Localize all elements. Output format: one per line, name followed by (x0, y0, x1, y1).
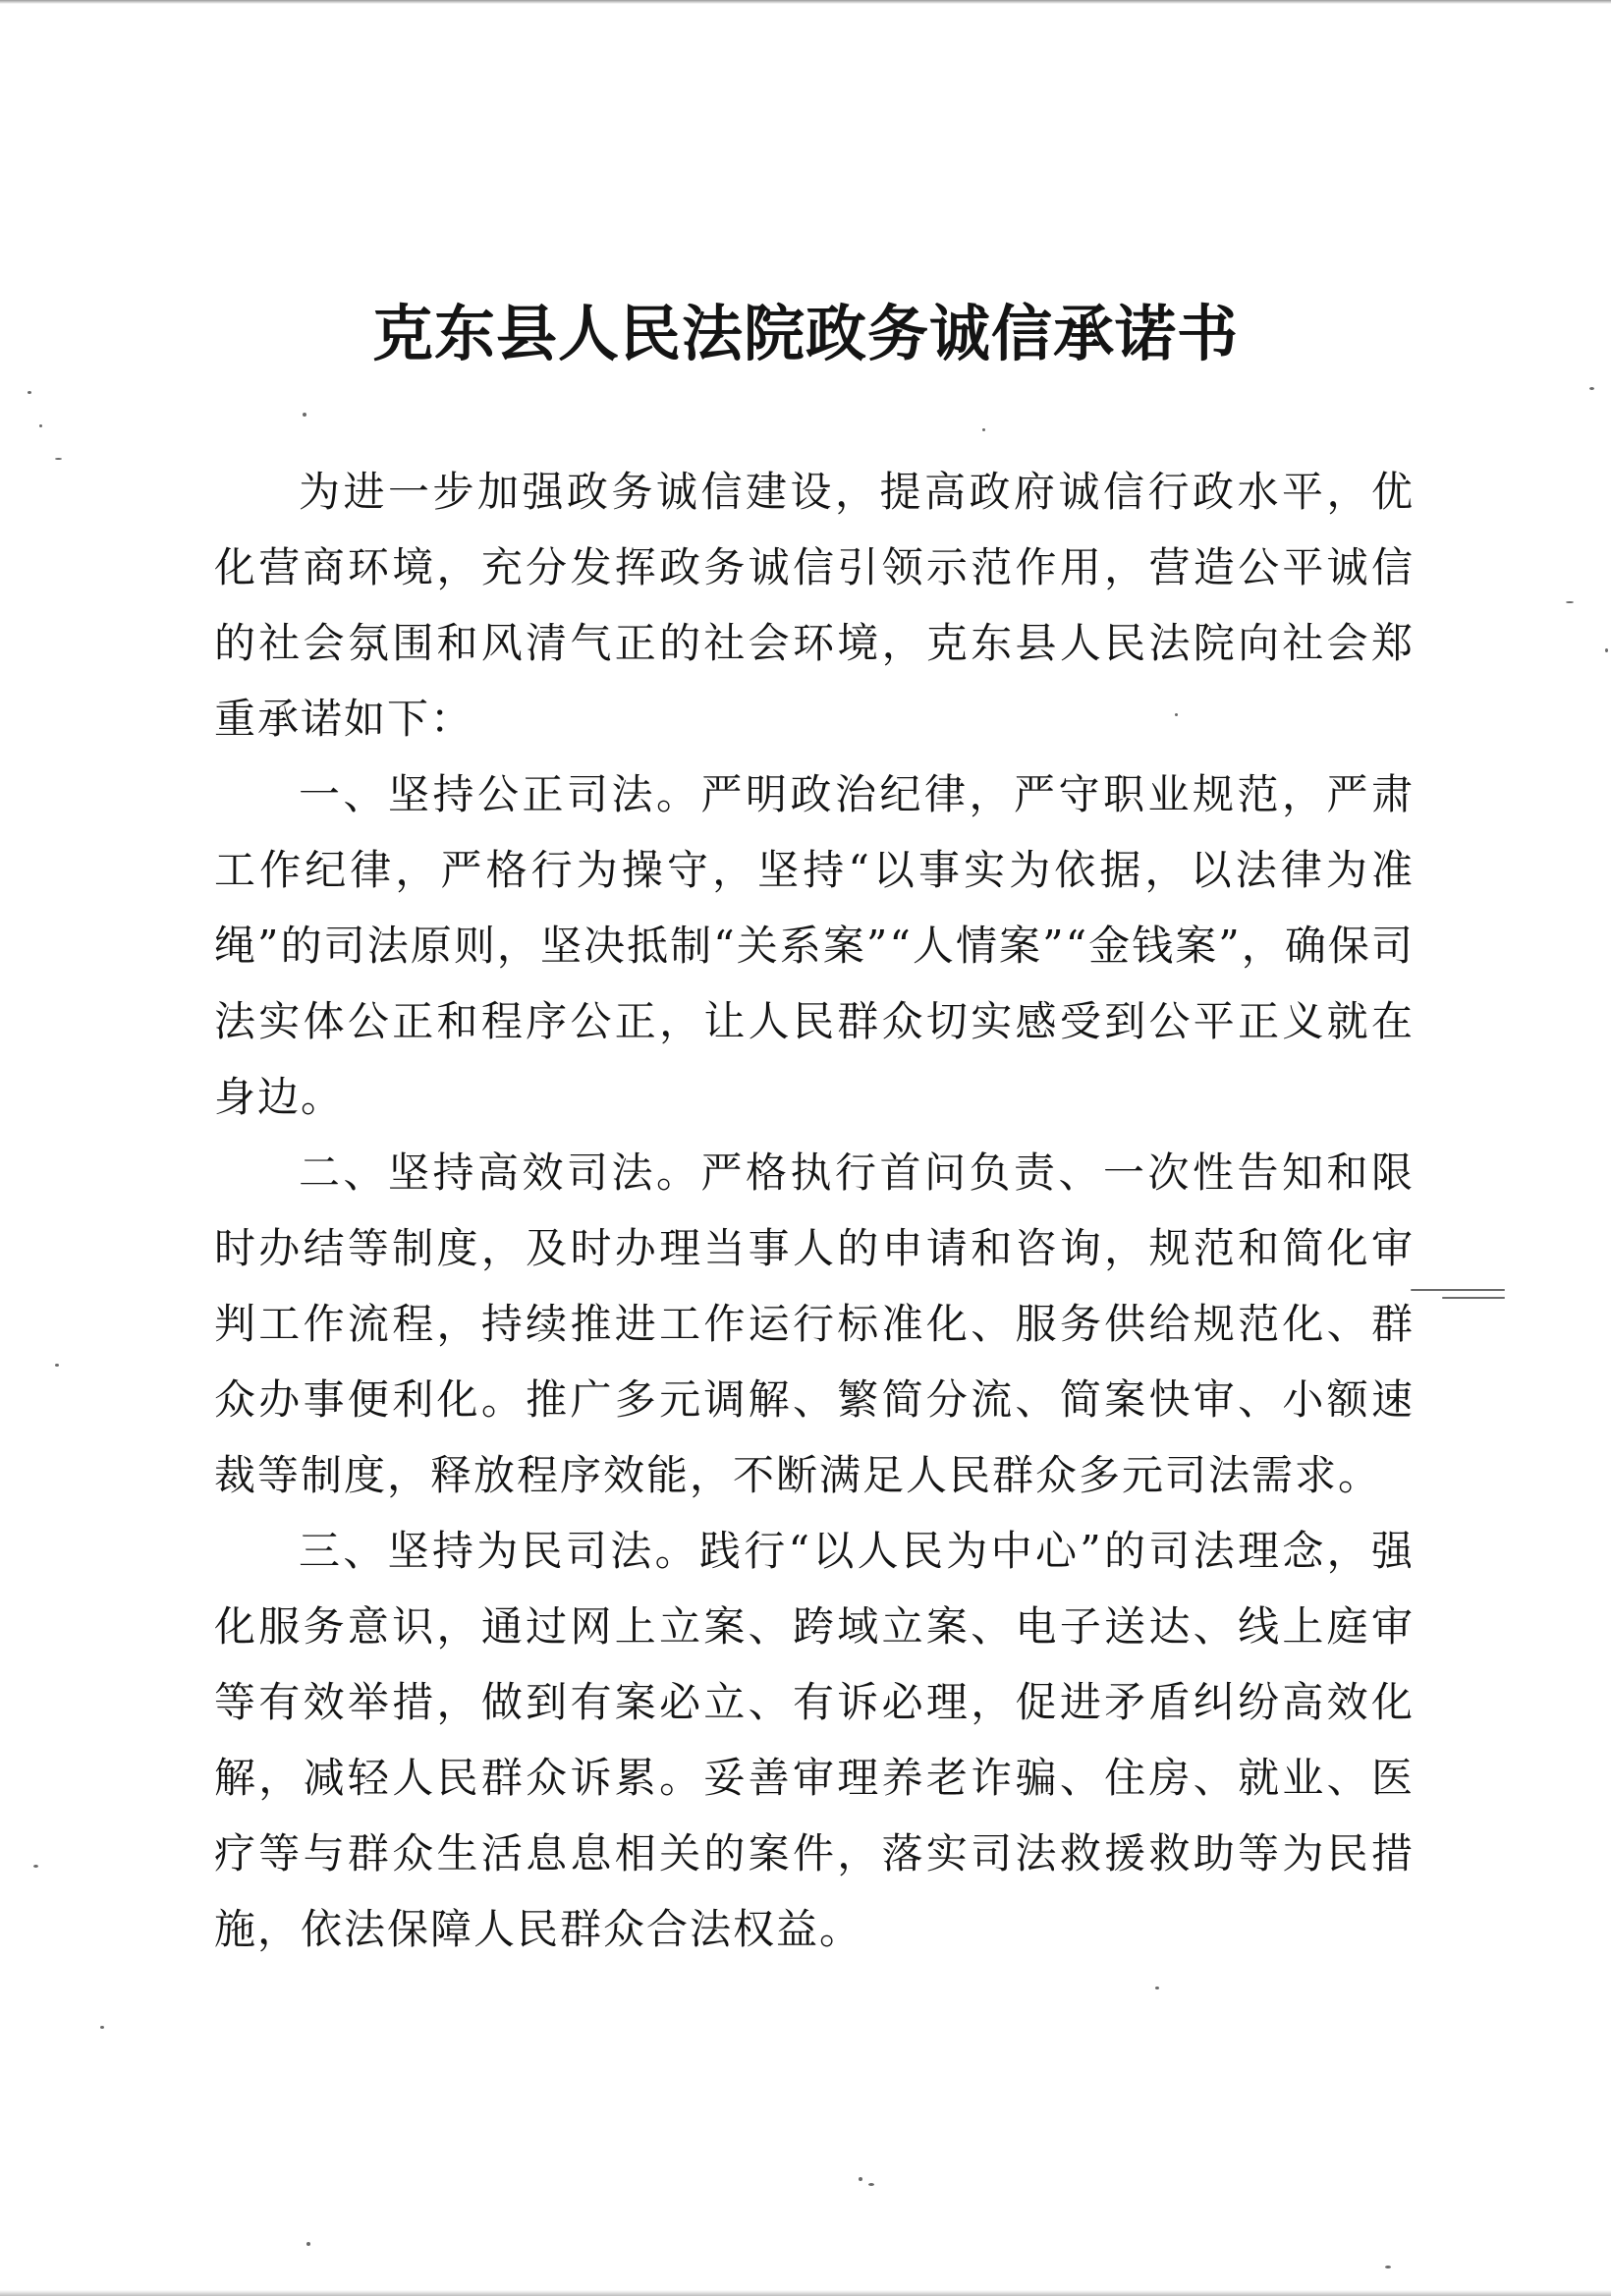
scan-speck (33, 1865, 38, 1868)
paragraph-item-1: 一、坚持公正司法。严明政治纪律，严守职业规范，严肃工作纪律，严格行为操守，坚持“以事实为依据，以法律为准绳”的司法原则，坚决抵制“关系案”“人情案”“金钱案”，确保司法实体公正和程序公正，让人民群众切实感受到公平正义就在身边。 (214, 770, 1415, 1121)
scan-speck (55, 1364, 59, 1367)
paragraph-item-3: 三、坚持为民司法。践行“以人民为中心”的司法理念，强化服务意识，通过网上立案、跨域立案、电子送达、线上庭审等有效举措，做到有案必立、有诉必理，促进矛盾纠纷高效化解，减轻人民群众诉累。妥善审理养老诈骗、住房、就业、医疗等与群众生活息息相关的案件，落实司法救援救助等为民措施，依法保障人民群众合法权益。 (214, 1527, 1415, 1953)
paragraph-intro: 为进一步加强政务诚信建设，提高政府诚信行政水平，优化营商环境，充分发挥政务诚信引领示范作用，营造公平诚信的社会氛围和风清气正的社会环境，克东县人民法院向社会郑重承诺如下： (214, 468, 1415, 743)
scan-top-edge (0, 0, 1611, 4)
scan-speck (982, 428, 985, 431)
scan-speck (1411, 1289, 1505, 1291)
scan-speck (1385, 2266, 1391, 2268)
scan-speck (306, 2242, 310, 2246)
scan-speck (1605, 648, 1608, 652)
scan-speck (1442, 1297, 1505, 1299)
scan-speck (1155, 1987, 1159, 1989)
scan-bottom-edge (0, 2290, 1611, 2296)
scan-speck (100, 2026, 104, 2029)
scan-speck (1566, 601, 1574, 603)
document-title: 克东县人民法院政务诚信承诺书 (371, 298, 1239, 369)
scan-speck (1175, 713, 1178, 716)
document-body (214, 454, 1415, 1967)
scan-speck (868, 2183, 874, 2186)
scan-speck (859, 2177, 862, 2181)
scan-speck (55, 458, 62, 460)
scan-speck (303, 413, 306, 417)
scan-speck (39, 424, 42, 427)
paragraph-item-2: 二、坚持高效司法。严格执行首问负责、一次性告知和限时办结等制度，及时办理当事人的申请和咨询，规范和简化审判工作流程，持续推进工作运行标准化、服务供给规范化、群众办事便利化。推广多元调解、繁简分流、简案快审、小额速裁等制度，释放程序效能，不断满足人民群众多元司法需求。 (214, 1148, 1415, 1499)
scan-speck (1589, 387, 1594, 390)
scan-speck (28, 391, 31, 394)
